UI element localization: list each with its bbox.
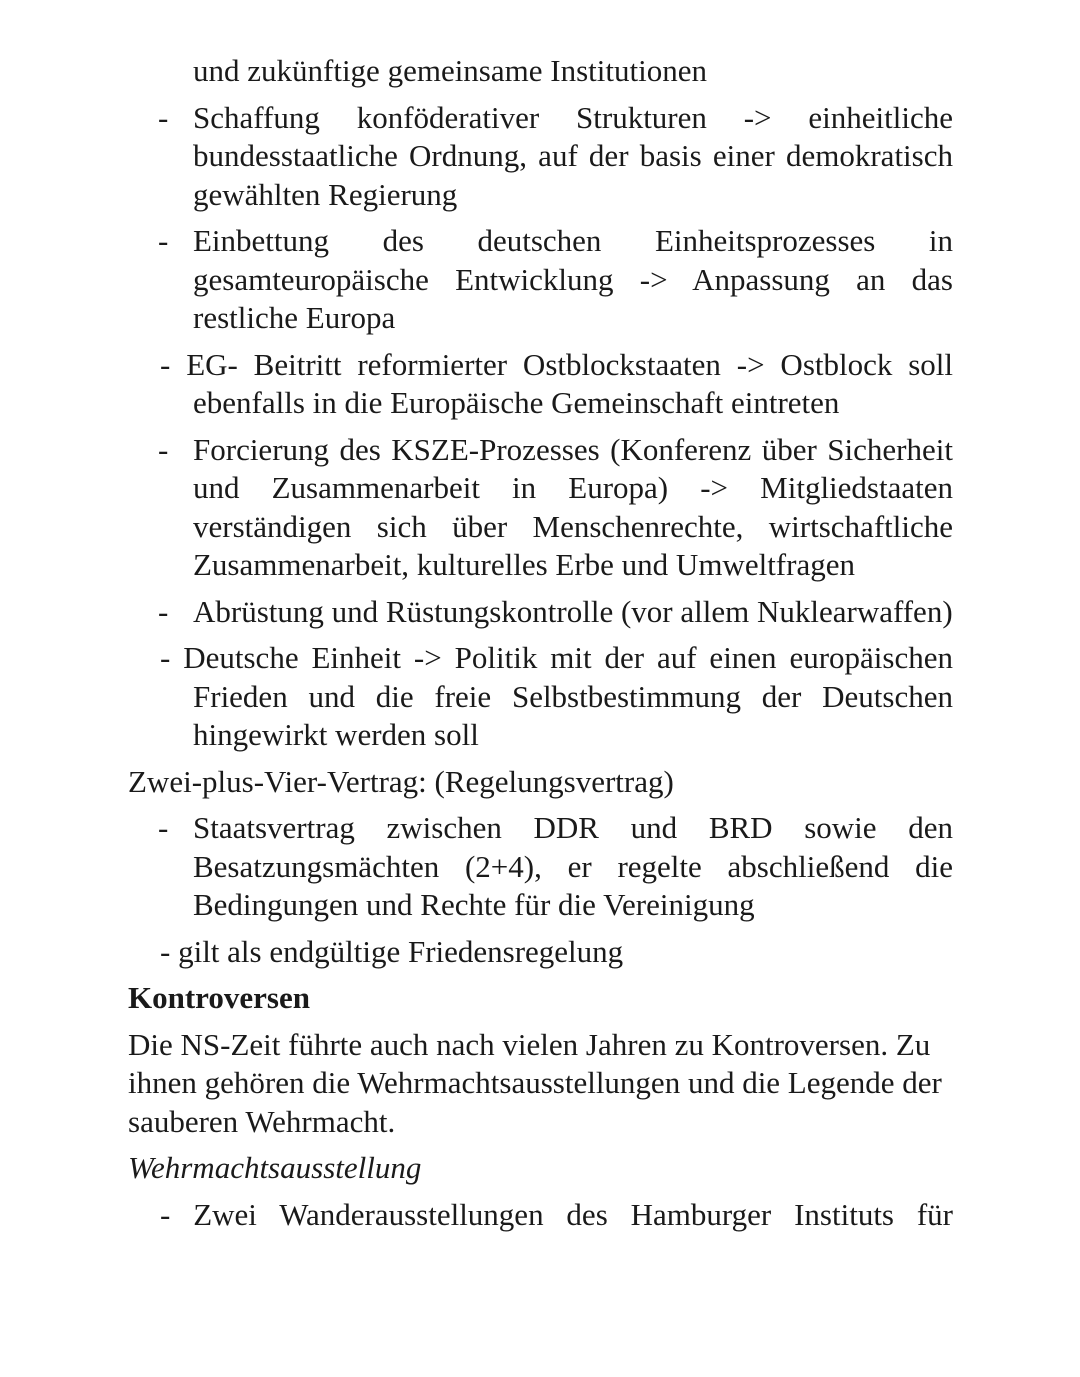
bullet-item-friedensregelung (160, 933, 953, 972)
bullet-dash: - (160, 346, 171, 382)
bullet-dash: - (158, 810, 169, 845)
document-page (0, 52, 1080, 1234)
subheading-wehrmachtsausstellung: Wehrmachtsausstellung (128, 1150, 422, 1185)
bullet-dash: - (158, 99, 169, 135)
section-heading-kontroversen: Kontroversen (128, 980, 310, 1015)
bullet-dash: - (160, 1196, 171, 1232)
bullet-dash: - (160, 640, 171, 675)
bullet-item-abruestung (158, 593, 953, 632)
bullet-item-einbettung (158, 222, 953, 338)
continuation-line: und zukünftige gemeinsame Institutionen (193, 53, 707, 88)
bullet-text: EG- Beitritt reformierter Ostblockstaaten -> Ostblock soll ebenfalls in die Europäische Gemeinschaft eintreten (186, 346, 954, 420)
section-label-zwei-plus-vier: Zwei-plus-Vier-Vertrag: (Regelungsvertrag) (128, 763, 674, 799)
bullet-text: gilt als endgültige Friedensregelung (178, 933, 624, 969)
bullet-item-wanderausstellungen (160, 1196, 953, 1235)
bullet-dash: - (158, 223, 169, 258)
bullet-item-ksze (158, 431, 953, 585)
bullet-text: Staatsvertrag zwischen DDR und BRD sowie den Besatzungsmächten (2+4), er regelte abschließend die Bedingungen und Rechte für die Vereinigung (193, 810, 953, 922)
bullet-text: Forcierung des KSZE-Prozesses (Konferenz über Sicherheit und Zusammenarbeit in Europa) -> Mitgliedstaaten verständigen sich über Menschenrechte, wirtschaftliche Zusammenarbeit, kulturelles Erbe und Umweltfragen (193, 431, 953, 582)
paragraph-kontroversen: Die NS-Zeit führte auch nach vielen Jahren zu Kontroversen. Zu ihnen gehören die Wehrmachtsausstellungen und die Legende der sauberen Wehrmacht. (128, 1026, 942, 1139)
bullet-dash: - (158, 431, 169, 467)
bullet-dash: - (158, 593, 169, 629)
bullet-dash: - (160, 933, 171, 969)
bullet-text: Deutsche Einheit -> Politik mit der auf einen europäischen Frieden und die freie Selbstbestimmung der Deutschen hingewirkt werden soll (183, 640, 954, 752)
bullet-item-eg-beitritt (160, 346, 953, 423)
bullet-text: Schaffung konföderativer Strukturen -> einheitliche bundesstaatliche Ordnung, auf der basis einer demokratisch gewählten Regierung (193, 99, 953, 212)
bullet-text: Zwei Wanderausstellungen des Hamburger Instituts für (193, 1196, 954, 1232)
bullet-item-konfoederative-strukturen (158, 99, 953, 215)
bullet-text: Abrüstung und Rüstungskontrolle (vor allem Nuklearwaffen) (193, 593, 953, 629)
bullet-item-deutsche-einheit (160, 639, 953, 755)
bullet-item-staatsvertrag (158, 809, 953, 925)
bullet-text: Einbettung des deutschen Einheitsprozesses in gesamteuropäische Entwicklung -> Anpassung an das restliche Europa (193, 223, 953, 335)
